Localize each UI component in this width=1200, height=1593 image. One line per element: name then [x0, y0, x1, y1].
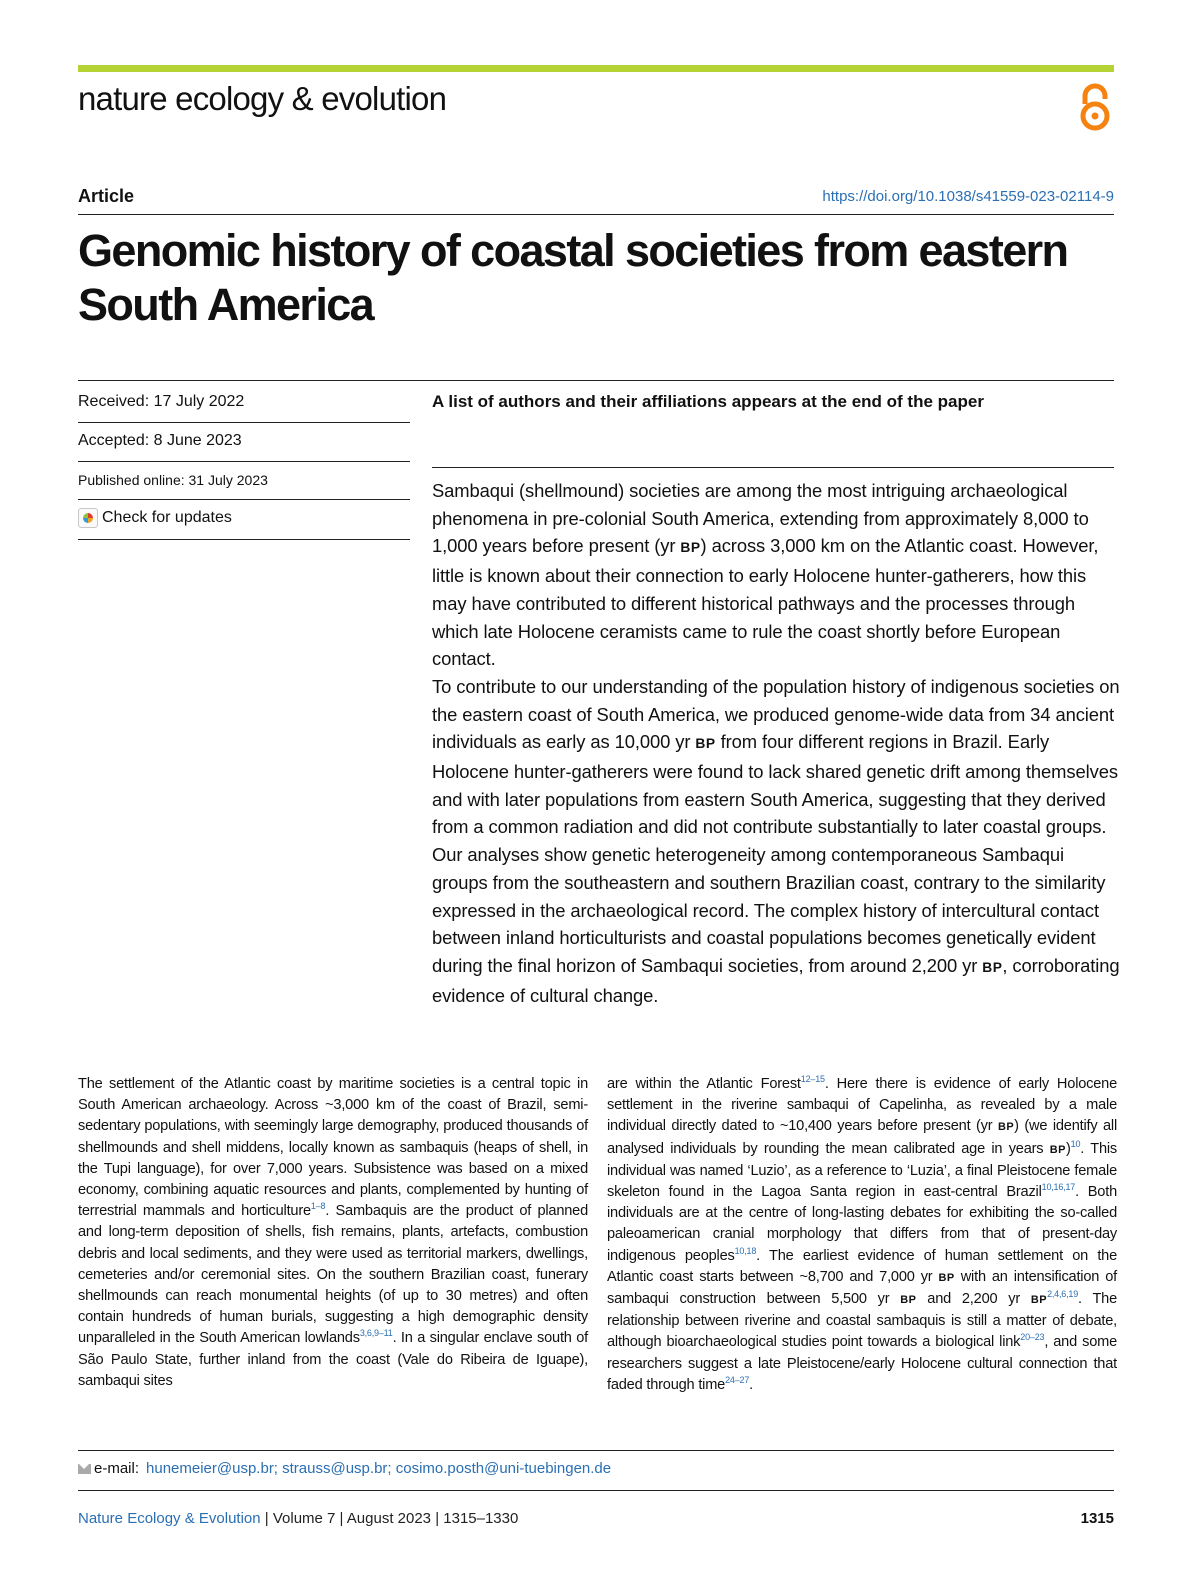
footer-citation: Nature Ecology & Evolution | Volume 7 | August 2023 | 1315–1330: [78, 1510, 519, 1527]
doi-link[interactable]: https://doi.org/10.1038/s41559-023-02114-9: [822, 188, 1114, 205]
citation-ref[interactable]: 2,4,6,19: [1047, 1289, 1079, 1300]
check-for-updates-label: Check for updates: [102, 509, 232, 526]
citation-ref[interactable]: 10,16,17: [1041, 1182, 1076, 1193]
footer-journal-link[interactable]: Nature Ecology & Evolution: [78, 1510, 261, 1527]
footnote-divider: [78, 1450, 1114, 1451]
crossmark-icon: [78, 508, 98, 528]
page-number: 1315: [1080, 1510, 1114, 1527]
header-divider: [78, 214, 1114, 215]
authors-note: A list of authors and their affiliations appears at the end of the paper: [432, 392, 984, 411]
envelope-icon: [78, 1464, 91, 1474]
article-title: Genomic history of coastal societies from eastern South America: [78, 225, 1068, 330]
contact-emails: [78, 1460, 611, 1477]
citation-ref[interactable]: 1–8: [310, 1201, 326, 1212]
citation-ref[interactable]: 24–27: [725, 1374, 750, 1385]
journal-name: nature ecology & evolution: [78, 80, 447, 117]
body-column-left: The settlement of the Atlantic coast by maritime societies is a central topic in South American archaeology. Across ~3,000 km of the coast of Brazil, semi-sedentary populations, with seemingly large demography, produced thousands of shellmounds and shell middens, locally known as sambaquis (heaps of shell, in the Tupi language), for over 7,000 years. Subsistence was based on a mixed economy, combining aquatic resources and plants, complemented by hunting of terrestrial mammals and horticulture$^{1-8}$. Sambaquis are the product of planned and long-term deposition of shells, fish remains, plants, artefacts, combustion debris and local sediments, and they were used as territorial markers, dwellings, cemeteries and/or ceremonial sites. On the southern Brazilian coast, funerary shellmounds can reach monumental heights (of up to 30 metres) and often contain hundreds of human burials, suggesting a high demographic density unparalleled in the South American lowlands$^{3,6,9-11}$. In a singular enclave south of São Paulo State, further inland from the coast (Vale do Ribeira de Iguape), sambaqui sites: [78, 1076, 588, 1389]
meta-divider: [78, 422, 410, 423]
check-for-updates-button[interactable]: [78, 508, 232, 528]
meta-divider: [78, 499, 410, 500]
open-access-lock-icon: [1074, 82, 1116, 132]
citation-ref[interactable]: 3,6,9–11: [359, 1328, 393, 1339]
accepted-date: Accepted: 8 June 2023: [78, 432, 242, 449]
received-date: Received: 17 July 2022: [78, 393, 245, 410]
meta-top-divider: [78, 380, 1114, 381]
body-column-right: are within the Atlantic Forest$^{12-15}$. Here there is evidence of early Holocene settlement in the riverine sambaqui of Capelinha, as revealed by a male individual directly dated to ~10,400 years before present (yr BP) (we identify all analysed individuals by rounding the mean calibrated age in years BP)$^{10}$. This individual was named ‘Luzio’, as a reference to ‘Luzia’, a final Pleistocene female skeleton found in the Lagoa Santa region in east-central Brazil$^{10,16,17}$. Both individuals are at the centre of long-lasting debates for exhibiting the so-called paleoamerican cranial morphology that differs from that of present-day indigenous peoples$^{10,18}$. The earliest evidence of human settlement on the Atlantic coast starts between ~8,700 and 7,000 yr BP with an intensification of sambaqui construction between 5,500 yr BP and 2,200 yr BP$^{2,4,6,19}$. The relationship between riverine and coastal sambaquis is still a matter of debate, although bioarchaeological studies point towards a biological link$^{20-23}$, and some researchers suggest a late Pleistocene/early Holocene cultural connection that faded through time$^{24-27}$.: [607, 1074, 1118, 1393]
citation-ref[interactable]: 12–15: [800, 1074, 825, 1085]
abstract-divider: [432, 467, 1114, 468]
citation-ref[interactable]: 10: [1070, 1138, 1081, 1149]
citation-ref[interactable]: 20–23: [1020, 1332, 1045, 1343]
abstract: Sambaqui (shellmound) societies are among the most intriguing archaeological phenomena in pre-colonial South America, extending from approximately 8,000 to 1,000 years before present (yr BP) across 3,000 km on the Atlantic coast. However, little is known about their connection to early Holocene hunter-gatherers, how this may have contributed to different historical pathways and the processes through which late Holocene ceramists came to rule the coast shortly before European contact. To contribute to our understanding of the population history of indigenous societies on the eastern coast of South America, we produced genome-wide data from 34 ancient individuals as early as 10,000 yr BP from four different regions in Brazil. Early Holocene hunter-gatherers were found to lack shared genetic drift among themselves and with later populations from eastern South America, suggesting that they derived from a common radiation and did not contribute substantially to later coastal groups. Our analyses show genetic heterogeneity among contemporaneous Sambaqui groups from the southeastern and southern Brazilian coast, contrary to the similarity expressed in the archaeological record. The complex history of intercultural contact between inland horticulturists and coastal populations becomes genetically evident during the final horizon of Sambaqui societies, from around 2,200 yr BP, corroborating evidence of cultural change.: [432, 480, 1120, 1006]
email-addresses[interactable]: hunemeier@usp.br; strauss@usp.br; cosimo.posth@uni-tuebingen.de: [146, 1460, 612, 1477]
meta-bottom-divider: [78, 539, 410, 540]
citation-ref[interactable]: 10,18: [734, 1245, 757, 1256]
article-type-label: Article: [78, 186, 135, 206]
meta-divider: [78, 461, 410, 462]
email-label: e-mail:: [94, 1460, 140, 1477]
footer-divider: [78, 1490, 1114, 1491]
published-date: Published online: 31 July 2023: [78, 472, 268, 488]
journal-accent-bar: [78, 65, 1114, 72]
